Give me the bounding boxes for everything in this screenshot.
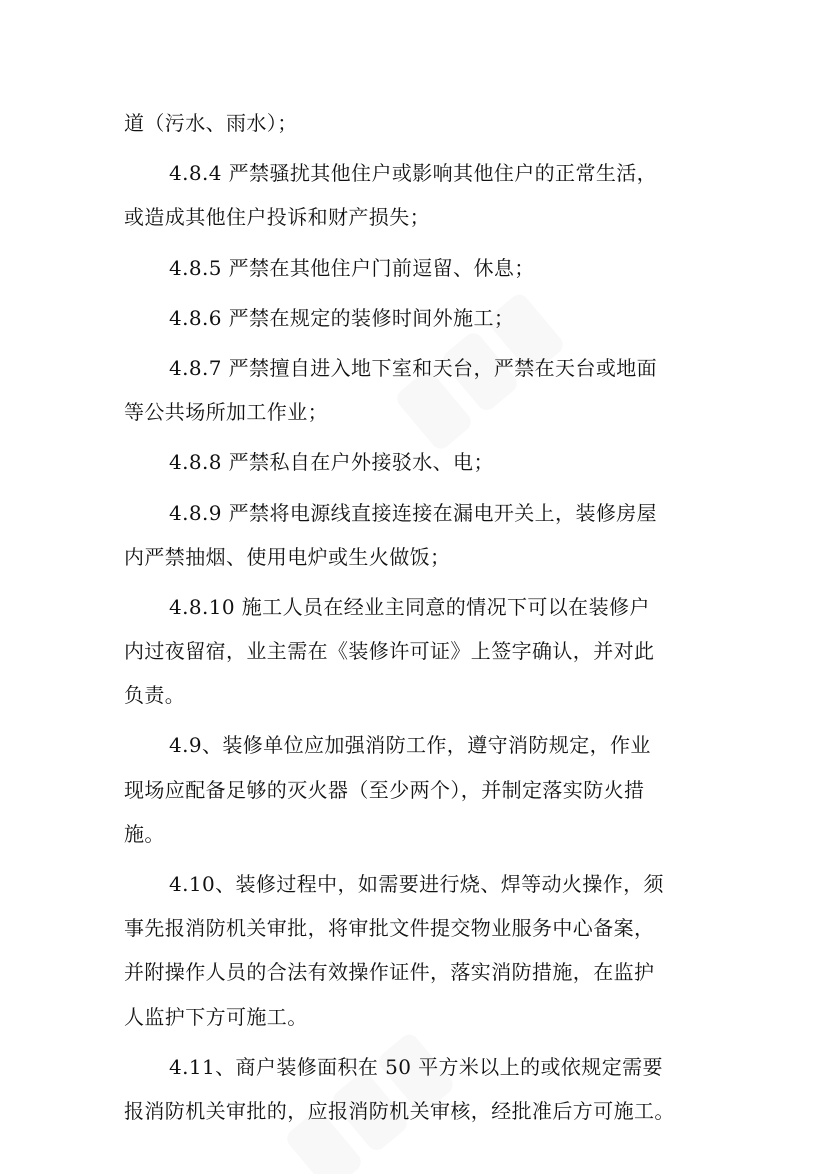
- text-line: 并附操作人员的合法有效操作证件，落实消防措施，在监护: [124, 960, 655, 985]
- text-line: 4.8.7 严禁擅自进入地下室和天台，严禁在天台或地面: [169, 355, 658, 380]
- paragraph: [124, 346, 708, 434]
- text-line: 内严禁抽烟、使用电炉或生火做饭；: [124, 544, 451, 569]
- text-line: 4.8.9 严禁将电源线直接连接在漏电开关上，装修房屋: [169, 500, 658, 525]
- paragraph: [124, 862, 708, 1039]
- paragraph: [124, 101, 708, 145]
- paragraph: [124, 491, 708, 579]
- paragraph: [124, 151, 708, 239]
- document-body: [124, 101, 708, 1133]
- text-line: 4.8.6 严禁在规定的装修时间外施工；: [169, 305, 515, 330]
- text-line: 或造成其他住户投诉和财产损失；: [124, 205, 430, 230]
- text-line: 4.8.5 严禁在其他住户门前逗留、休息；: [169, 255, 535, 280]
- paragraph: [124, 1045, 708, 1133]
- paragraph: [124, 296, 708, 340]
- text-line: 4.8.8 严禁私自在户外接驳水、电；: [169, 450, 494, 475]
- paragraph: [124, 585, 708, 718]
- text-line: 现场应配备足够的灭火器（至少两个），并制定落实防火措: [124, 777, 645, 802]
- paragraph: [124, 246, 708, 290]
- text-line: 4.9、装修单位应加强消防工作，遵守消防规定，作业: [169, 733, 651, 758]
- text-line: 负责。: [124, 683, 186, 708]
- text-line: 4.8.10 施工人员在经业主同意的情况下可以在装修户: [169, 594, 650, 619]
- text-line: 等公共场所加工作业；: [124, 400, 328, 425]
- paragraph: [124, 440, 708, 484]
- text-line: 内过夜留宿，业主需在《装修许可证》上签字确认，并对此: [124, 639, 655, 664]
- text-line: 事先报消防机关审批，将审批文件提交物业服务中心备案，: [124, 916, 655, 941]
- paragraph: [124, 723, 708, 856]
- text-line: 4.11、商户装修面积在 50 平方米以上的或依规定需要: [169, 1054, 663, 1079]
- text-line: 人监护下方可施工。: [124, 1004, 308, 1029]
- text-line: 4.10、装修过程中，如需要进行烧、焊等动火操作，须: [169, 872, 664, 896]
- text-line: 报消防机关审批的，应报消防机关审核，经批准后方可施工。: [124, 1098, 675, 1123]
- text-line: 道（污水、雨水）；: [124, 111, 298, 135]
- text-line: 施。: [124, 821, 165, 846]
- text-line: 4.8.4 严禁骚扰其他住户或影响其他住户的正常生活，: [169, 161, 658, 186]
